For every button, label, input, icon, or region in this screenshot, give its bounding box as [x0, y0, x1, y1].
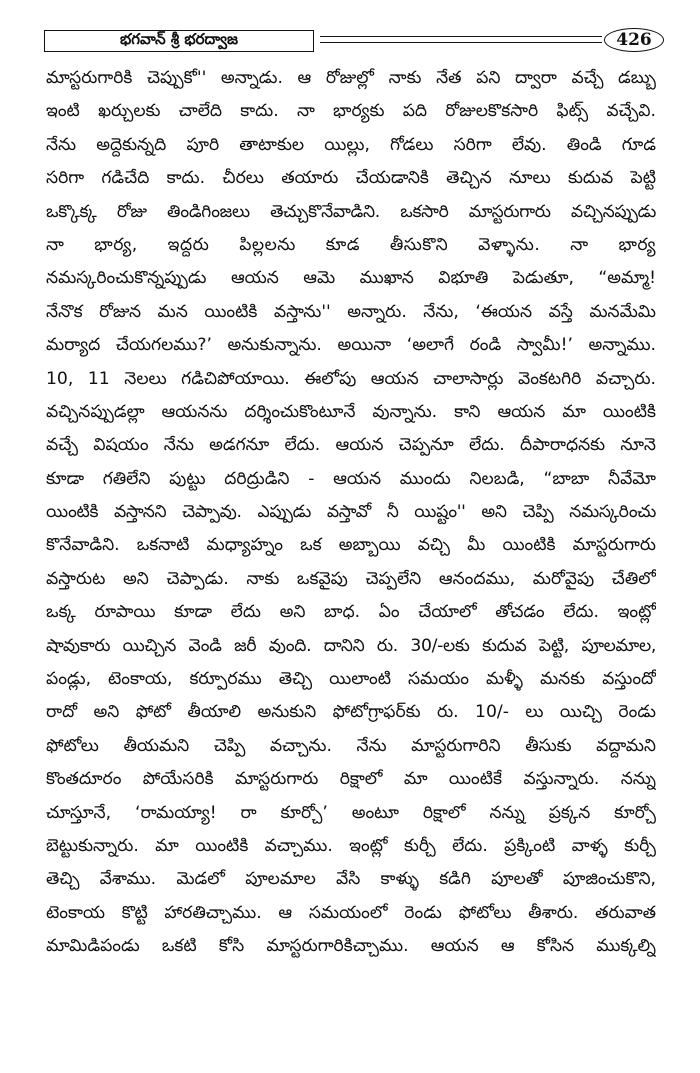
text-line: చూస్తూనే, ‘రామయ్యా! రా కూర్చో’ అంటూ రిక్షాలో నన్ను ప్రక్కన కూర్చో — [46, 802, 656, 823]
text-line: నేనొక రోజున మన యింటికి వస్తాను'' అన్నారు. నేను, ‘ఈయన వస్తే మనమేమి — [46, 301, 656, 322]
page-number: 426 — [604, 28, 664, 52]
text-line: కూడా గతిలేని పుట్టు దరిద్రుడిని - ఆయన ముందు నిలబడి, “బాబా నీవేమో — [46, 468, 656, 489]
text-line: ఒక్కొక్క రోజు తిండిగింజలు తెచ్చుకొనేవాడిని. ఒకసారి మాస్టరుగారు వచ్చినప్పుడు — [46, 201, 656, 222]
text-line: కొంతదూరం పోయేసరికి మాస్టరుగారు రిక్షాలో మా యింటికే వస్తున్నారు. నన్ను — [46, 769, 656, 790]
text-line: ఫోటోలు తీయమని చెప్పి వచ్చాను. నేను మాస్టరుగారిని తీసుకు వద్దామని — [46, 735, 656, 756]
text-line: నేను అద్దెకున్నది పూరి తాటాకుల యిల్లు, గోడలు సరిగా లేవు. తిండి గూడ — [46, 134, 656, 155]
text-line: మామిడిపండు ఒకటి కోసి మాస్టరుగారికిచ్చాము. ఆయన ఆ కోసిన ముక్కల్ని — [46, 936, 656, 957]
text-line: మర్యాద చేయగలము?’ అనుకున్నాను. అయినా ‘అలాగే రండి స్వామీ!’ అన్నాము. — [46, 335, 656, 356]
body-text — [46, 62, 656, 964]
text-line: పండ్లు, టెంకాయ, కర్పూరము తెచ్చి యిలాంటి సమయం మళ్ళీ మనకు వస్తుందో — [46, 669, 656, 690]
text-line: వస్తారుట అని చెప్పాడు. నాకు ఒకవైపు చెప్పలేని ఆనందము, మరోవైపు చేతిలో — [46, 568, 656, 589]
text-line: తెచ్చి వేశాము. మెడలో పూలమాల వేసి కాళ్ళు కడిగి పూలతో పూజించుకొని, — [46, 869, 656, 890]
text-line: వచ్చినప్పుడల్లా ఆయనను దర్శించుకొంటూనే వున్నాను. కాని ఆయన మా యింటికి — [46, 401, 656, 422]
text-line: మాస్టరుగారికి చెప్పుకో'' అన్నాడు. ఆ రోజుల్లో నాకు నేత పని ద్వారా వచ్చే డబ్బు — [46, 68, 656, 88]
text-line: టెంకాయ కొట్టి హారతిచ్చాము. ఆ సమయంలో రెండు ఫోటోలు తీశారు. తరువాత — [46, 902, 656, 923]
text-line: నమస్కరించుకొన్నప్పుడు ఆయన ఆమె ముఖాన విభూతి పెడుతూ, “అమ్మా! — [46, 268, 656, 289]
text-line: కొనేవాడిని. ఒకనాటి మధ్యాహ్నం ఒక అబ్బాయి వచ్చి మీ యింటికి మాస్టరుగారు — [46, 535, 656, 556]
text-line: వచ్చే విషయం నేను అడగనూ లేదు. ఆయన చెప్పనూ లేదు. దీపారాధనకు నూనె — [46, 435, 656, 456]
text-line: బెట్టుకున్నారు. మా యింటికి వచ్చాము. ఇంట్లో కుర్చీ లేదు. ప్రక్కింటి వాళ్ళ కుర్చీ — [46, 835, 656, 856]
text-line: రాదో అని ఫోటో తీయాలి అనుకుని ఫోటోగ్రాఫర్‌కు రు. 10/- లు యిచ్చి రెండు — [46, 702, 656, 723]
text-line: షావుకారు యిచ్చిన వెండి జరీ వుంది. దానిని రు. 30/-లకు కుదువ పెట్టి, పూలమాల, — [46, 635, 656, 656]
text-line: నా భార్య, ఇద్దరు పిల్లలను కూడ తీసుకొని వెళ్ళాను. నా భార్య — [46, 234, 656, 255]
text-line: ఒక్క రూపాయి కూడా లేదు అని బాధ. ఏం చేయాలో తోచడం లేదు. ఇంట్లో — [46, 602, 656, 623]
text-line: యింటికి వస్తానని చెప్పావు. ఎప్పుడు వస్తావో నీ యిష్టం'' అని చెప్పి నమస్కరించు — [46, 502, 656, 523]
header-rule-line — [320, 42, 602, 43]
running-header — [44, 30, 654, 54]
text-line: సరిగా గడిచేది కాదు. చీరలు తయారు చేయడానికి తెచ్చిన నూలు కుదువ పెట్టి — [46, 168, 656, 189]
book-title: భగవాన్ శ్రీ భరద్వాజ — [44, 30, 314, 52]
text-line: ఇంటి ఖర్చులకు చాలేది కాదు. నా భార్యకు పది రోజులకొకసారి ఫిట్స్ వచ్చేవి. — [46, 101, 656, 122]
header-rule — [320, 36, 602, 46]
text-line: 10, 11 నెలలు గడిచిపోయాయి. ఈలోపు ఆయన చాలాసార్లు వెంకటగిరి వచ్చారు. — [46, 368, 656, 389]
header-rule-line — [320, 36, 602, 37]
